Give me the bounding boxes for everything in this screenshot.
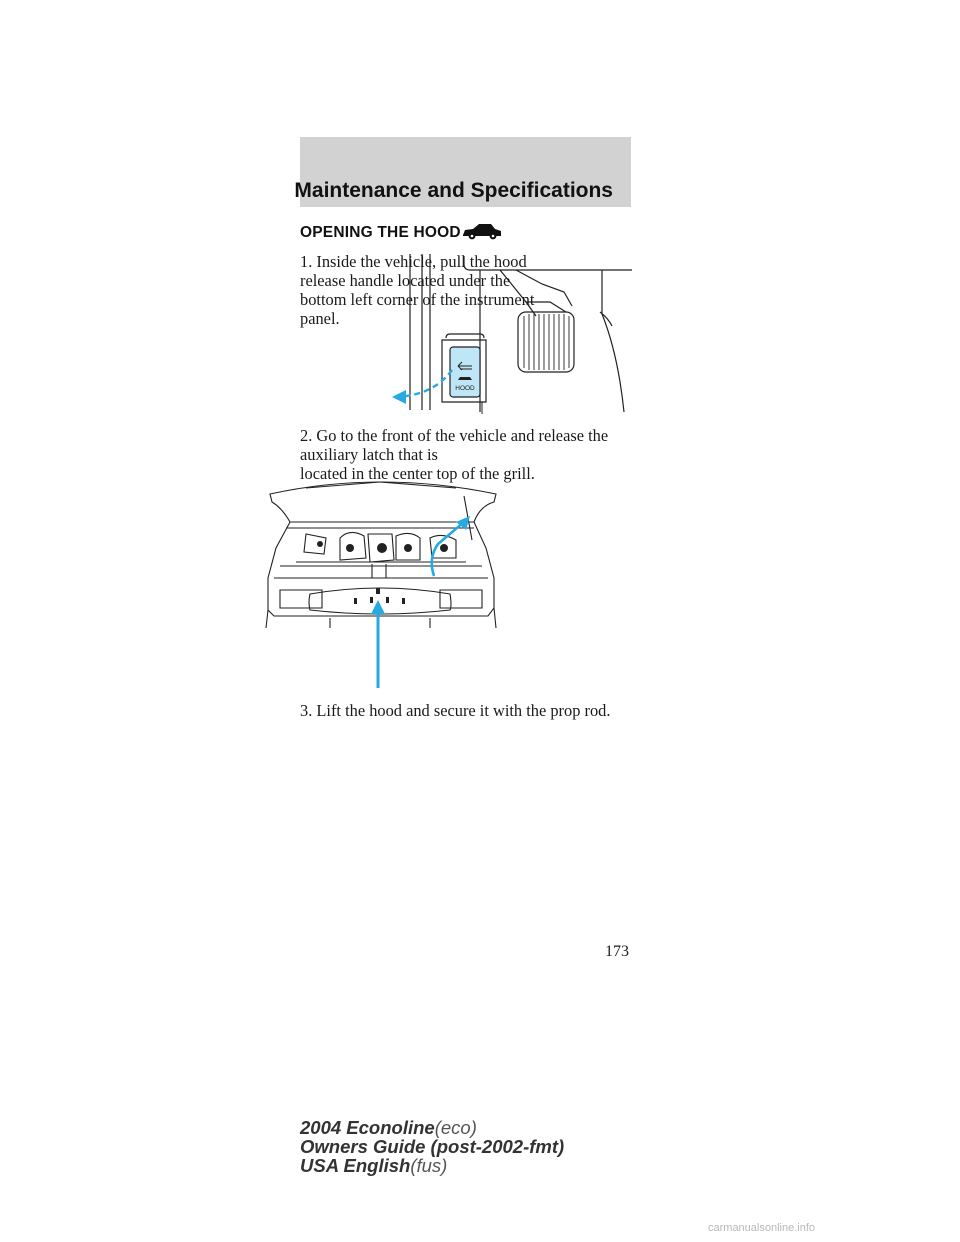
latch-arrow-head xyxy=(371,600,385,614)
page-number: 173 xyxy=(605,943,629,960)
step-2-text: 2. Go to the front of the vehicle and release the auxiliary latch that is located in the center top of the grill. xyxy=(300,426,609,483)
hood-label: HOOD xyxy=(455,385,475,392)
car-hood-icon xyxy=(461,221,503,241)
footer-model-code: (eco) xyxy=(434,1117,477,1138)
footer-guide: Owners Guide (post-2002-fmt) xyxy=(300,1136,565,1157)
prop-rod-arrow xyxy=(432,522,464,576)
grille-latch-figure xyxy=(260,478,500,690)
watermark: carmanualsonline.info xyxy=(708,1222,816,1234)
section-header-band xyxy=(294,137,631,207)
footer-language-code: (fus) xyxy=(410,1155,448,1176)
document-footer xyxy=(300,1118,564,1175)
hood-release-figure xyxy=(386,254,634,416)
step-3-text: 3. Lift the hood and secure it with the prop rod. xyxy=(300,701,611,720)
section-heading: OPENING THE HOOD xyxy=(300,224,461,241)
footer-language: USA English xyxy=(300,1155,411,1176)
step-1-text: 1. Inside the vehicle, pull the hood release handle located under the bottom left corner of the instrument panel. xyxy=(300,252,535,328)
footer-model: 2004 Econoline xyxy=(300,1117,435,1138)
pull-arrow xyxy=(406,370,452,396)
pull-arrow-head xyxy=(392,390,406,404)
section-title: Maintenance and Specifications xyxy=(294,179,613,202)
